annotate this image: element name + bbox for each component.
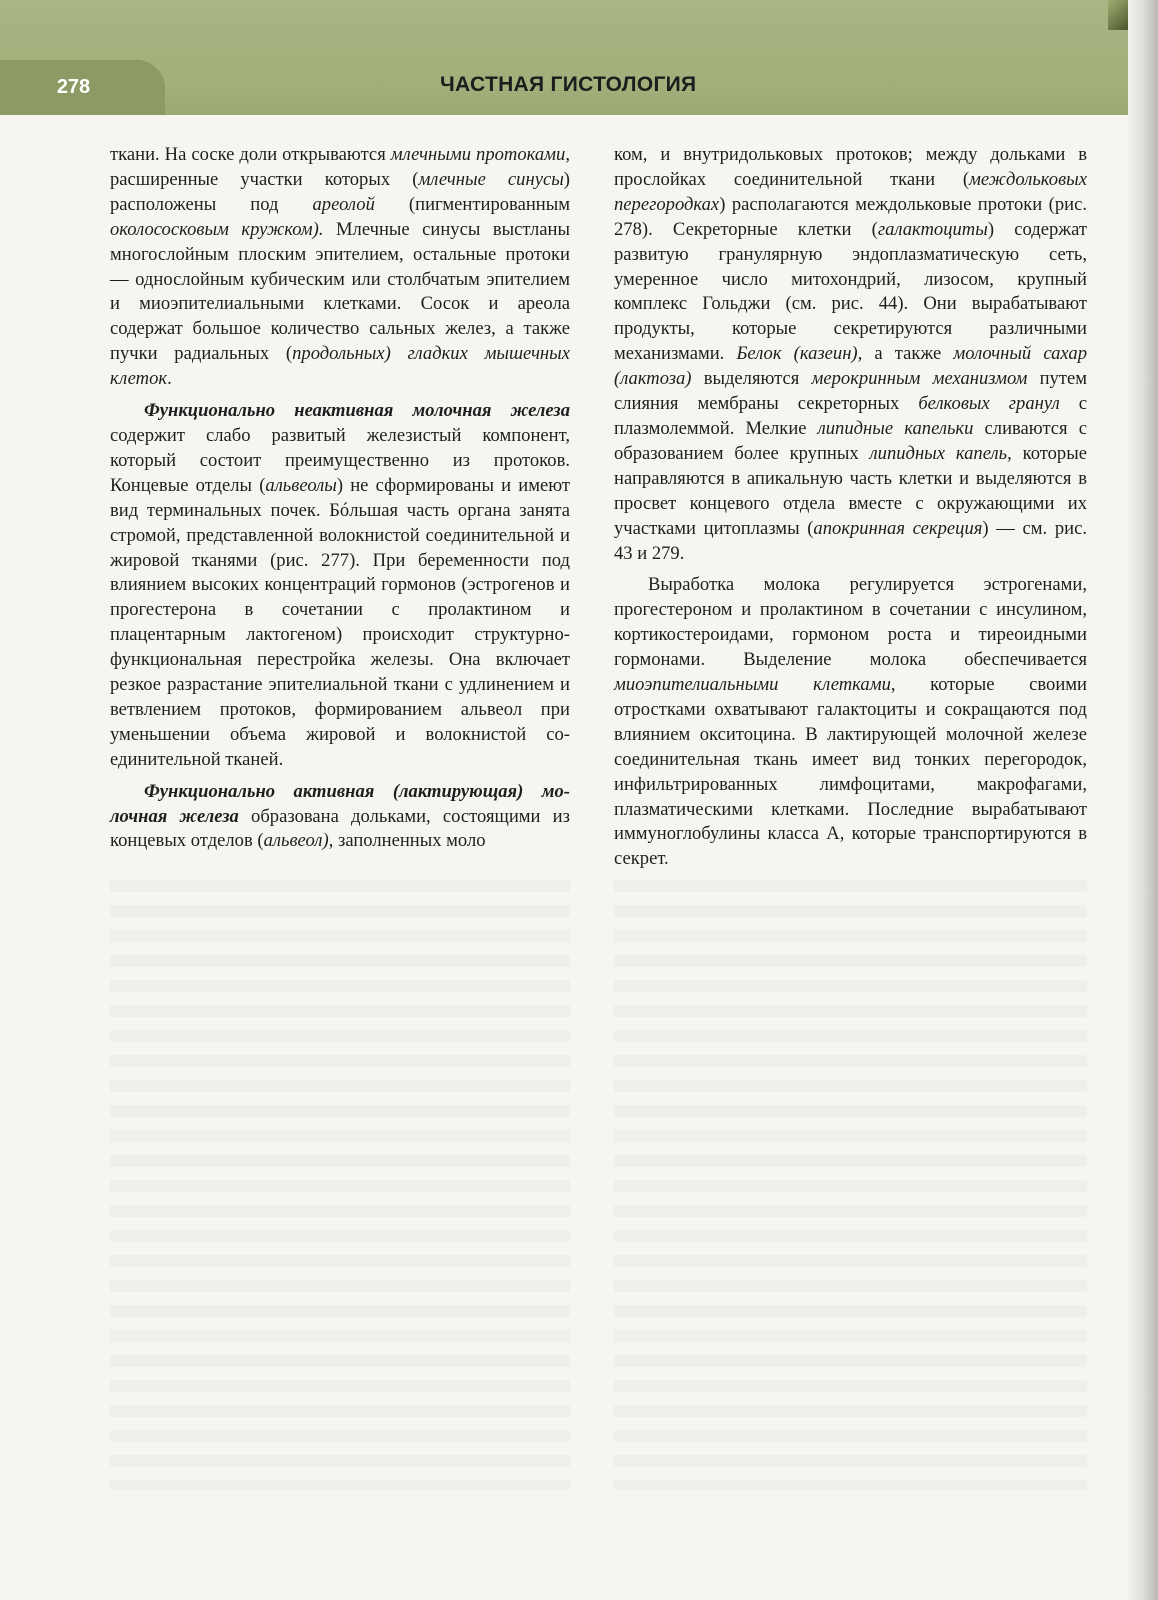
text-run: с плазмолеммой. Мелкие: [614, 393, 1087, 439]
text-run: образована дольками, состоящими из концевых отделов (: [110, 805, 570, 852]
italic-term: альвеолы: [265, 474, 337, 496]
bold-italic-term: Функционально активная (лактирующая) молочная железа: [110, 780, 570, 827]
right-column: [614, 143, 1087, 879]
italic-term: околососковым кружком).: [110, 218, 324, 240]
paragraph: [110, 399, 570, 773]
text-run: , которые направляются в апикальную часть клетки и выделяются в просвет концевого отдела вместе с окружающими их участками цитоплазмы (: [614, 442, 1087, 539]
text-run: Выработка молока регулируется эстрогенами, прогестероном и пролактином в сочетании с инсулином, кортикостероидами, гормоном роста и тиреоидными гормонами. Выделение молока обеспечивается: [614, 574, 1087, 671]
paragraph: [614, 143, 1087, 566]
italic-term: продольных) гладких мышечных клеток: [110, 343, 571, 390]
paragraph: [110, 143, 570, 392]
italic-term: мерокринным механизмом: [811, 368, 1028, 390]
text-run: содержит слабо развитый железистый компонент, который состоит преимущественно из протоков. Концевые отделы (: [110, 424, 570, 496]
text-run: (пигментированным: [374, 193, 570, 215]
text-run: ) — см. рис. 43 и 279.: [614, 517, 1087, 564]
italic-term: липидных капель: [869, 442, 1008, 464]
header-band: [0, 0, 1128, 115]
page-number-text: 278: [56, 76, 91, 98]
text-run: сливаются с образованием более крупных: [614, 417, 1087, 464]
italic-term: междольковых перегородках: [614, 168, 1087, 215]
text-run: ткани. На соске доли открываются: [110, 144, 391, 165]
italic-term: галактоциты: [877, 218, 988, 240]
text-run: , расширенные участки которых (: [110, 144, 570, 190]
italic-term: липидные капельки: [817, 417, 974, 439]
text-run: выделяются: [691, 368, 812, 390]
italic-term: миоэпителиальными клетками: [614, 674, 891, 696]
italic-term: млечными протоками: [390, 144, 566, 165]
text-run: .: [167, 368, 172, 390]
text-run: ) расположены под: [110, 168, 570, 215]
italic-term: апокринная секреция: [813, 517, 983, 539]
page-edge-shadow: [1128, 0, 1158, 1600]
running-title: ЧАСТНАЯ ГИСТОЛОГИЯ: [440, 73, 697, 96]
paragraph: [614, 573, 1087, 872]
italic-term: млечные синусы: [418, 168, 564, 190]
italic-term: молочный сахар (лактоза): [614, 343, 1088, 390]
text-run: заполненных моло: [333, 830, 486, 852]
italic-term: белковых гранул: [918, 393, 1060, 415]
bleed-through-texture: [614, 870, 1087, 1490]
text-run: Млечные синусы выстланы многослойным плоским эпителием, остальные протоки — однослойным кубическим или столбчатым эпителием и миоэпителиальными клетками. Сосок и ареола содержат большое количество сальных желез, а также пучки радиальных (: [110, 218, 570, 365]
text-run: , которые своими отростками охватывают галактоциты и сокращаются под влиянием окситоцина. В лактирующей молочной железе соединительная ткань имеет вид тонких перегородок, инфильтрированных лимфоцитами, макрофагами, плазматическими клетками. Последние вырабатывают иммуноглобулины класса А, которые транспортируются в секрет.: [614, 674, 1087, 870]
text-run: ) содержат развитую гранулярную эндоплазматическую сеть, умеренное число митохондрий, лизосом, крупный комплекс Гольджи (см. рис. 44). Они вырабатывают продукты, которые секретируются различными механизмами.: [614, 218, 1087, 365]
text-run: ) располагаются междольковые протоки (рис. 278). Секреторные клетки (: [614, 193, 1087, 240]
text-run: путем слияния мембраны секреторных: [614, 368, 1088, 415]
page-number: [0, 60, 165, 115]
italic-term: Белок (казеин),: [736, 343, 863, 365]
italic-term: ареолой: [312, 193, 375, 215]
bold-italic-term: Функционально неактивная молочная железа: [144, 400, 570, 422]
text-run: а также: [862, 343, 954, 365]
italic-term: альвеол),: [263, 830, 334, 852]
bleed-through-texture: [110, 870, 570, 1490]
left-column: [110, 143, 570, 861]
text-run: ) не сформированы и имеют вид терминальных почек. Бóльшая часть органа занята стромой, представленной волокнистой соединительной и жировой тканями (рис. 277). При беременности под влиянием высоких концентраций гормонов (эстрогенов и прогестерона в сочетании с пролактином и плацентарным лактогеном) происходит структурно-функциональная перестройка железы. Она включает резкое разрастание эпителиальной ткани с удлинением и ветвлением протоков, формированием альвеол при уменьшении объема жировой и волокнистой соединительной тканей.: [110, 474, 570, 770]
text-run: ком, и внутридольковых протоков; между дольками в прослойках соединительной ткани (: [614, 144, 1087, 190]
paragraph: [110, 780, 570, 855]
